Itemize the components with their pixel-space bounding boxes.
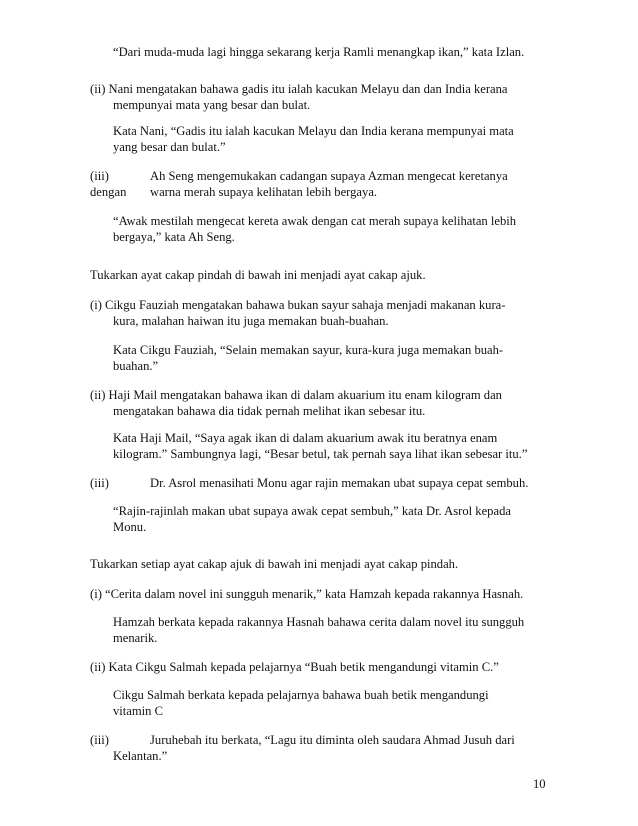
section-heading: Tukarkan setiap ayat cakap ajuk di bawah ini menjadi ayat cakap pindah. [90, 557, 459, 571]
text-line: Juruhebah itu berkata, “Lagu itu diminta oleh saudara Ahmad Jusuh dari [150, 733, 515, 747]
text-line: “Dari muda-muda lagi hingga sekarang kerja Ramli menangkap ikan,” kata Izlan. [113, 45, 525, 59]
text-line: Monu. [113, 520, 147, 534]
item-marker: (i) “Cerita dalam novel ini sungguh menarik,” kata Hamzah kepada rakannya Hasnah. [90, 587, 524, 601]
text-line: “Awak mestilah mengecat kereta awak dengan cat merah supaya kelihatan lebih [113, 214, 517, 228]
item-marker: (iii) [90, 733, 109, 747]
item-marker: (ii) Nani mengatakan bahawa gadis itu ialah kacukan Melayu dan dan India kerana [90, 82, 508, 96]
text-line: bergaya,” kata Ah Seng. [113, 230, 235, 244]
text-line: Ah Seng mengemukakan cadangan supaya Azman mengecat keretanya [150, 169, 508, 183]
text-line: mengatakan bahawa dia tidak pernah melihat ikan sebesar itu. [113, 404, 426, 418]
text-line: Kelantan.” [113, 749, 168, 763]
text-line: vitamin C [113, 704, 164, 718]
text-line: kura, malahan haiwan itu juga memakan buah-buahan. [113, 314, 389, 328]
text-line: dengan [90, 185, 127, 199]
text-line: Kata Haji Mail, “Saya agak ikan di dalam akuarium awak itu beratnya enam [113, 431, 498, 445]
text-line: yang besar dan bulat.” [113, 140, 226, 154]
text-line: Kata Nani, “Gadis itu ialah kacukan Melayu dan India kerana mempunyai mata [113, 124, 514, 138]
item-marker: (i) Cikgu Fauziah mengatakan bahawa bukan sayur sahaja menjadi makanan kura- [90, 298, 506, 312]
item-marker: (ii) Kata Cikgu Salmah kepada pelajarnya “Buah betik mengandungi vitamin C.” [90, 660, 499, 674]
text-line: warna merah supaya kelihatan lebih bergaya. [150, 185, 378, 199]
text-line: “Rajin-rajinlah makan ubat supaya awak cepat sembuh,” kata Dr. Asrol kepada [113, 504, 511, 518]
text-line: Cikgu Salmah berkata kepada pelajarnya bahawa buah betik mengandungi [113, 688, 489, 702]
item-marker: (iii) [90, 476, 109, 490]
text-line: menarik. [113, 631, 158, 645]
page-number: 10 [533, 777, 546, 791]
text-line: Kata Cikgu Fauziah, “Selain memakan sayur, kura-kura juga memakan buah- [113, 343, 504, 357]
text-line: buahan.” [113, 359, 159, 373]
text-line: Dr. Asrol menasihati Monu agar rajin memakan ubat supaya cepat sembuh. [150, 476, 529, 490]
text-line: Hamzah berkata kepada rakannya Hasnah bahawa cerita dalam novel itu sungguh [113, 615, 525, 629]
item-marker: (ii) Haji Mail mengatakan bahawa ikan di dalam akuarium itu enam kilogram dan [90, 388, 502, 402]
text-line: mempunyai mata yang besar dan bulat. [113, 98, 311, 112]
item-marker: (iii) [90, 169, 109, 183]
section-heading: Tukarkan ayat cakap pindah di bawah ini menjadi ayat cakap ajuk. [90, 268, 426, 282]
text-line: kilogram.” Sambungnya lagi, “Besar betul, tak pernah saya lihat ikan sebesar itu.” [113, 447, 528, 461]
